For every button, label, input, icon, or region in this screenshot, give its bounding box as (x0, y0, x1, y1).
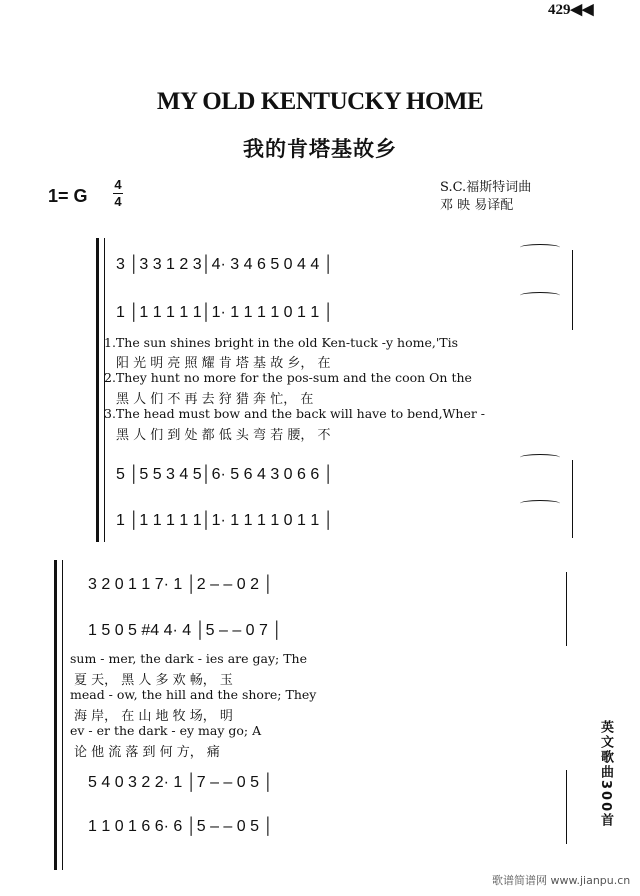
time-signature (113, 178, 123, 209)
watermark: 歌谱简谱网 www.jianpu.cn (492, 874, 631, 887)
slur (520, 244, 560, 251)
system2-brace-inner (62, 560, 63, 870)
system2-bass-lower-notes: 1 1 0 1 6 6· 6 │5 – – 0 5 │ (88, 818, 274, 835)
system2-lyric-2-cn: 海 岸， 在 山 地 牧 场， 明 (74, 709, 233, 724)
system1-brace (96, 238, 99, 542)
system1-lyric-1-cn: 阳 光 明 亮 照 耀 肯 塔 基 故 乡， 在 (116, 356, 331, 371)
system1-bass-upper-notes: 5 │5 5 3 4 5│6· 5 6 4 3 0 6 6 │ (116, 466, 334, 483)
song-subtitle: 我的肯塔基故乡 (243, 137, 397, 161)
system2-lyric-1-cn: 夏 天， 黑 人 多 欢 畅， 玉 (74, 673, 233, 688)
system1-lower-notes: 1 │1 1 1 1 1│1· 1 1 1 1 0 1 1 │ (116, 304, 334, 321)
system2-upper-notes: 3 2 0 1 1 7· 1 │2 – – 0 2 │ (88, 576, 274, 593)
barline (572, 460, 573, 538)
system1-upper-notes: 3 │3 3 1 2 3│4· 3 4 6 5 0 4 4 │ (116, 256, 334, 273)
meter-bottom: 4 (114, 194, 122, 209)
system2-lyric-3-cn: 论 他 流 落 到 何 方， 痛 (74, 745, 220, 760)
composer-credit: S.C.福斯特词曲 (440, 180, 532, 195)
system1-lyric-3-en: 3.The head must bow and the back will have to bend,Wher - (104, 406, 486, 421)
system1-lyric-2-cn: 黑 人 们 不 再 去 狩 猎 奔 忙， 在 (116, 392, 314, 407)
key-signature: 1= G (48, 186, 88, 206)
slur (520, 454, 560, 461)
page-number: 429◀◀ (548, 2, 594, 18)
system2-lyric-3-en: ev - er the dark - ey may go; A (70, 723, 262, 738)
song-title: MY OLD KENTUCKY HOME (156, 88, 484, 115)
barline (572, 250, 573, 330)
meter-top: 4 (114, 177, 122, 192)
system2-brace (54, 560, 57, 870)
system1-lyric-3-cn: 黑 人 们 到 处 都 低 头 弯 若 腰， 不 (116, 428, 331, 443)
system1-lyric-2-en: 2.They hunt no more for the pos-sum and the coon On the (104, 370, 472, 385)
slur (520, 500, 560, 507)
system2-lower-notes: 1 5 0 5 #4 4· 4 │5 – – 0 7 │ (88, 622, 283, 639)
system2-lyric-1-en: sum - mer, the dark - ies are gay; The (70, 651, 307, 666)
system2-lyric-2-en: mead - ow, the hill and the shore; They (70, 687, 317, 702)
slur (520, 292, 560, 299)
system2-bass-upper-notes: 5 4 0 3 2 2· 1 │7 – – 0 5 │ (88, 774, 274, 791)
system1-brace-inner (104, 238, 105, 542)
system1-bass-lower-notes: 1 │1 1 1 1 1│1· 1 1 1 1 0 1 1 │ (116, 512, 334, 529)
book-side-label: 英文歌曲300首 (598, 720, 613, 829)
barline (566, 770, 567, 844)
translator-credit: 邓 映 易译配 (440, 198, 514, 213)
system1-lyric-1-en: 1.The sun shines bright in the old Ken-tuck -y home,'Tis (104, 335, 459, 350)
barline (566, 572, 567, 646)
